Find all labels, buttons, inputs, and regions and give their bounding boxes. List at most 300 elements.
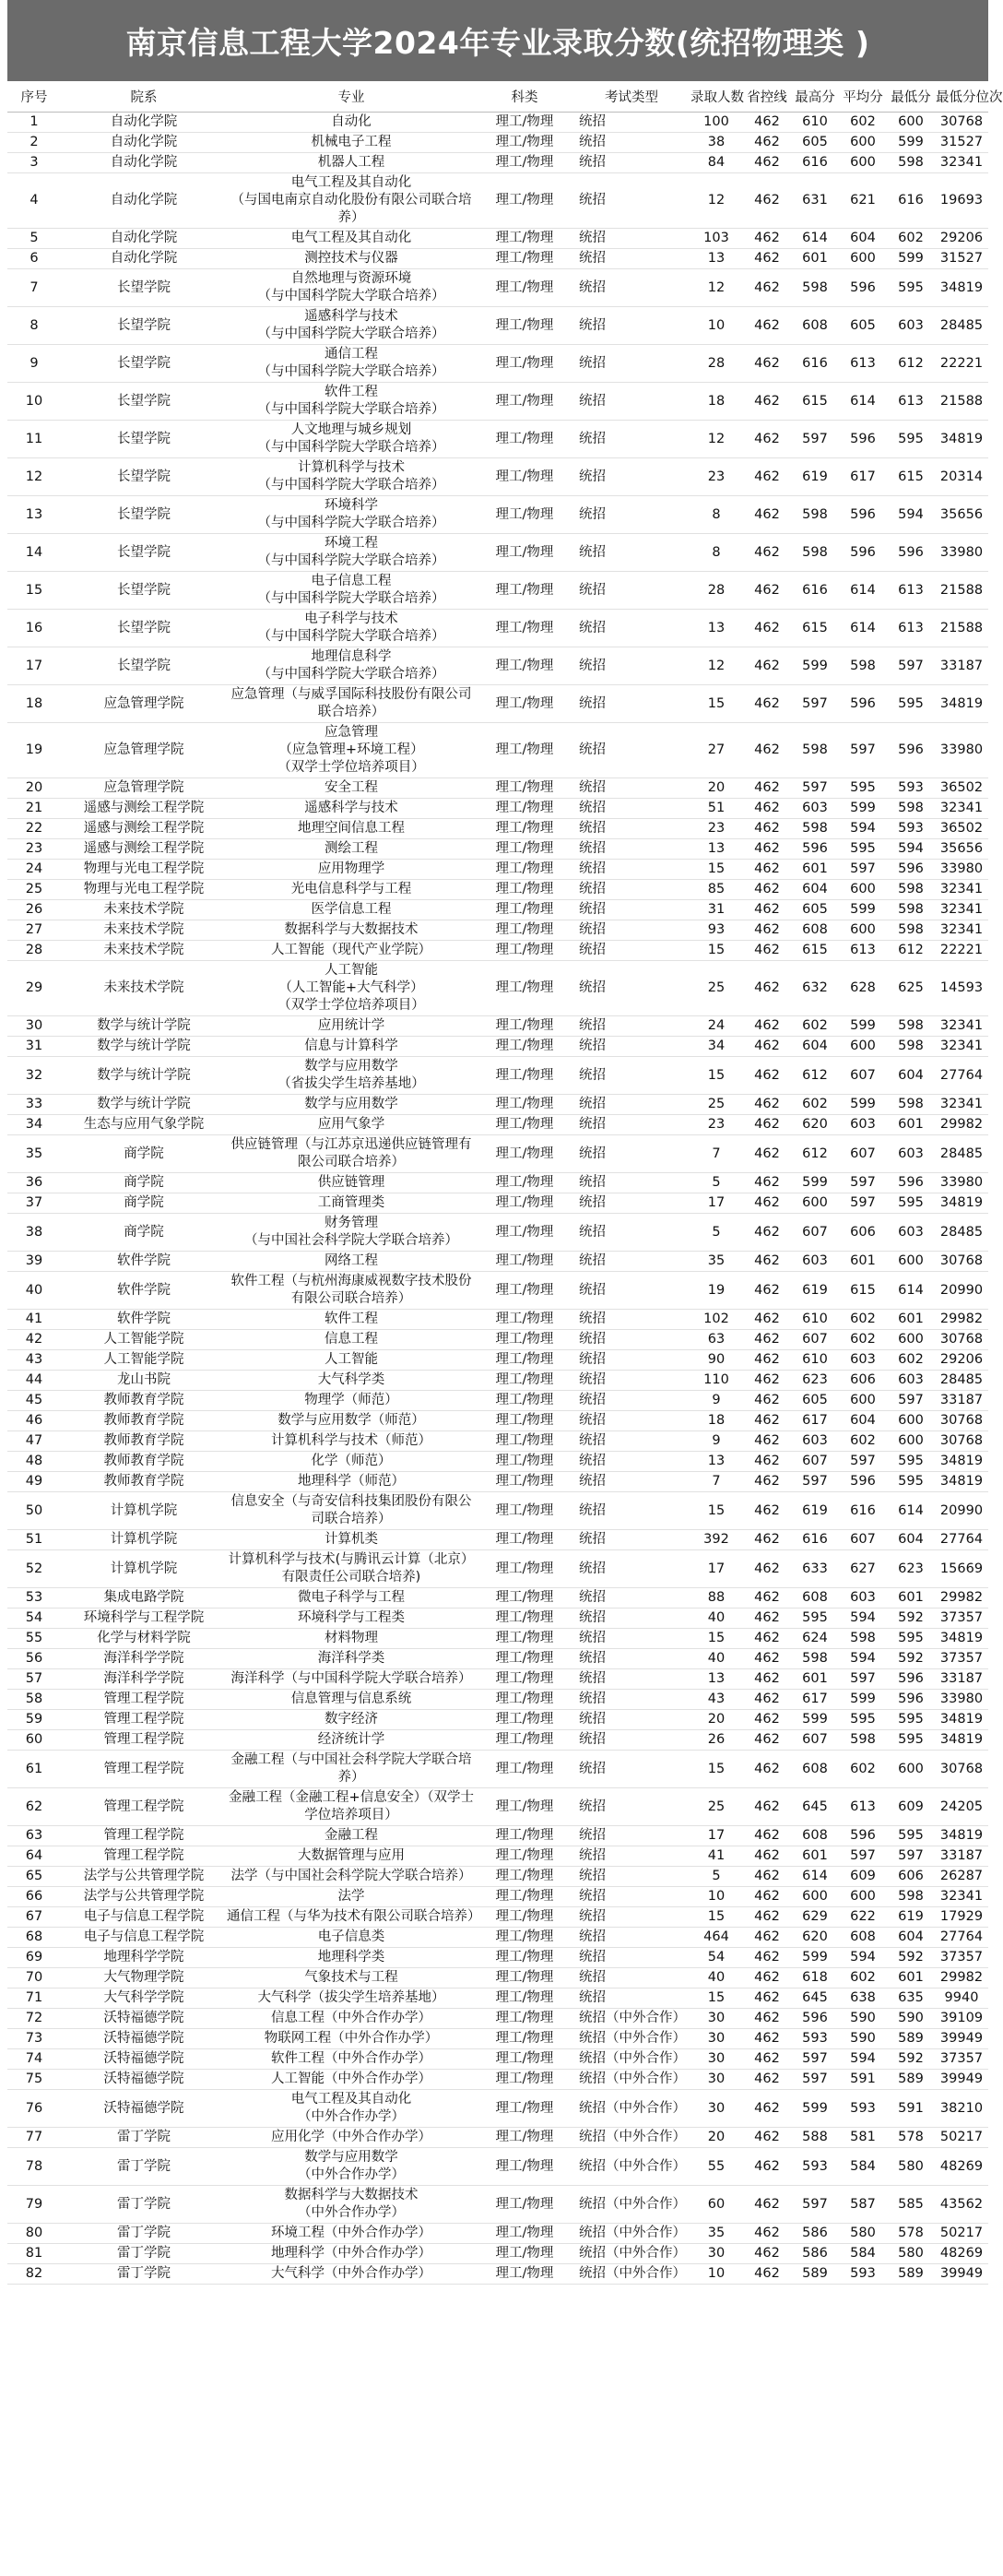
cell-max-score: 598 bbox=[791, 819, 839, 839]
cell-major: 金融工程（金融工程+信息安全）（双学士学位培养项目） bbox=[227, 1788, 476, 1826]
cell-max-score: 598 bbox=[791, 534, 839, 572]
cell-control-line: 462 bbox=[743, 572, 791, 610]
cell-major: 数学与应用数学 （省拔尖学生培养基地） bbox=[227, 1057, 476, 1095]
cell-max-score: 610 bbox=[791, 1310, 839, 1330]
table-row bbox=[7, 880, 988, 900]
cell-min-score: 606 bbox=[887, 1867, 935, 1887]
cell-enrolled: 12 bbox=[690, 421, 743, 458]
cell-index: 33 bbox=[7, 1095, 61, 1115]
cell-max-score: 601 bbox=[791, 249, 839, 269]
cell-exam-type: 统招（中外合作） bbox=[573, 2148, 690, 2186]
cell-min-score: 616 bbox=[887, 173, 935, 229]
cell-min-rank: 20314 bbox=[935, 458, 988, 496]
cell-major: 信息管理与信息系统 bbox=[227, 1690, 476, 1710]
table-header-row bbox=[7, 85, 988, 113]
cell-category: 理工/物理 bbox=[476, 941, 573, 961]
cell-control-line: 462 bbox=[743, 685, 791, 723]
cell-avg-score: 603 bbox=[839, 1350, 887, 1371]
cell-min-rank: 28485 bbox=[935, 307, 988, 345]
cell-min-rank: 26287 bbox=[935, 1867, 988, 1887]
table-row bbox=[7, 961, 988, 1016]
cell-min-score: 603 bbox=[887, 1135, 935, 1173]
cell-max-score: 599 bbox=[791, 1948, 839, 1968]
table-row bbox=[7, 1135, 988, 1173]
table-row bbox=[7, 1867, 988, 1887]
table-row bbox=[7, 1095, 988, 1115]
cell-control-line: 462 bbox=[743, 839, 791, 860]
cell-enrolled: 15 bbox=[690, 941, 743, 961]
cell-min-rank: 17929 bbox=[935, 1907, 988, 1928]
cell-min-score: 599 bbox=[887, 249, 935, 269]
cell-college: 长望学院 bbox=[61, 610, 227, 647]
cell-college: 未来技术学院 bbox=[61, 900, 227, 920]
cell-max-score: 623 bbox=[791, 1371, 839, 1391]
cell-control-line: 462 bbox=[743, 1867, 791, 1887]
table-row bbox=[7, 1710, 988, 1730]
table-row bbox=[7, 900, 988, 920]
cell-min-score: 596 bbox=[887, 534, 935, 572]
cell-control-line: 462 bbox=[743, 880, 791, 900]
cell-category: 理工/物理 bbox=[476, 647, 573, 685]
cell-avg-score: 581 bbox=[839, 2128, 887, 2148]
cell-major: 电子科学与技术 （与中国科学院大学联合培养） bbox=[227, 610, 476, 647]
cell-avg-score: 599 bbox=[839, 900, 887, 920]
cell-exam-type: 统招 bbox=[573, 1609, 690, 1629]
cell-exam-type: 统招 bbox=[573, 345, 690, 383]
cell-avg-score: 593 bbox=[839, 2090, 887, 2128]
cell-min-score: 598 bbox=[887, 153, 935, 173]
cell-min-rank: 28485 bbox=[935, 1371, 988, 1391]
cell-college: 长望学院 bbox=[61, 647, 227, 685]
cell-college: 电子与信息工程学院 bbox=[61, 1928, 227, 1948]
cell-control-line: 462 bbox=[743, 2128, 791, 2148]
cell-category: 理工/物理 bbox=[476, 1846, 573, 1867]
cell-college: 电子与信息工程学院 bbox=[61, 1907, 227, 1928]
cell-major: 法学（与中国社会科学院大学联合培养） bbox=[227, 1867, 476, 1887]
cell-max-score: 597 bbox=[791, 421, 839, 458]
cell-enrolled: 15 bbox=[690, 1751, 743, 1788]
cell-min-score: 635 bbox=[887, 1988, 935, 2009]
cell-exam-type: 统招 bbox=[573, 1788, 690, 1826]
table-row bbox=[7, 1629, 988, 1649]
cell-min-rank: 36502 bbox=[935, 778, 988, 799]
cell-college: 法学与公共管理学院 bbox=[61, 1867, 227, 1887]
cell-index: 17 bbox=[7, 647, 61, 685]
cell-index: 18 bbox=[7, 685, 61, 723]
cell-major: 应用化学（中外合作办学） bbox=[227, 2128, 476, 2148]
cell-avg-score: 600 bbox=[839, 153, 887, 173]
cell-min-rank: 39109 bbox=[935, 2009, 988, 2029]
cell-category: 理工/物理 bbox=[476, 2009, 573, 2029]
cell-min-score: 613 bbox=[887, 383, 935, 421]
cell-index: 62 bbox=[7, 1788, 61, 1826]
cell-min-rank: 33980 bbox=[935, 1690, 988, 1710]
cell-index: 61 bbox=[7, 1751, 61, 1788]
cell-control-line: 462 bbox=[743, 173, 791, 229]
cell-min-rank: 32341 bbox=[935, 1095, 988, 1115]
cell-min-rank: 37357 bbox=[935, 1948, 988, 1968]
cell-index: 19 bbox=[7, 723, 61, 778]
cell-min-rank: 39949 bbox=[935, 2264, 988, 2285]
cell-index: 7 bbox=[7, 269, 61, 307]
table-row bbox=[7, 1907, 988, 1928]
cell-major: 大气科学（拔尖学生培养基地） bbox=[227, 1988, 476, 2009]
cell-exam-type: 统招 bbox=[573, 1095, 690, 1115]
cell-major: 地理信息科学 （与中国科学院大学联合培养） bbox=[227, 647, 476, 685]
cell-exam-type: 统招 bbox=[573, 249, 690, 269]
cell-avg-score: 596 bbox=[839, 269, 887, 307]
cell-control-line: 462 bbox=[743, 1730, 791, 1751]
cell-avg-score: 614 bbox=[839, 610, 887, 647]
table-row bbox=[7, 1330, 988, 1350]
cell-control-line: 462 bbox=[743, 496, 791, 534]
cell-college: 教师教育学院 bbox=[61, 1452, 227, 1472]
cell-avg-score: 596 bbox=[839, 421, 887, 458]
cell-college: 长望学院 bbox=[61, 572, 227, 610]
cell-control-line: 462 bbox=[743, 1193, 791, 1214]
cell-exam-type: 统招 bbox=[573, 1730, 690, 1751]
cell-enrolled: 20 bbox=[690, 1710, 743, 1730]
cell-index: 42 bbox=[7, 1330, 61, 1350]
cell-category: 理工/物理 bbox=[476, 307, 573, 345]
cell-index: 14 bbox=[7, 534, 61, 572]
cell-index: 52 bbox=[7, 1550, 61, 1588]
cell-index: 48 bbox=[7, 1452, 61, 1472]
cell-max-score: 598 bbox=[791, 1649, 839, 1669]
cell-enrolled: 38 bbox=[690, 133, 743, 153]
cell-avg-score: 600 bbox=[839, 920, 887, 941]
table-row bbox=[7, 1588, 988, 1609]
cell-max-score: 610 bbox=[791, 1350, 839, 1371]
cell-min-rank: 32341 bbox=[935, 1887, 988, 1907]
cell-enrolled: 7 bbox=[690, 1472, 743, 1492]
cell-max-score: 616 bbox=[791, 345, 839, 383]
cell-avg-score: 597 bbox=[839, 1452, 887, 1472]
cell-major: 电子信息类 bbox=[227, 1928, 476, 1948]
cell-min-rank: 21588 bbox=[935, 572, 988, 610]
cell-college: 沃特福德学院 bbox=[61, 2070, 227, 2090]
cell-max-score: 645 bbox=[791, 1988, 839, 2009]
cell-control-line: 462 bbox=[743, 2090, 791, 2128]
cell-min-rank: 33980 bbox=[935, 534, 988, 572]
cell-max-score: 593 bbox=[791, 2029, 839, 2049]
cell-college: 龙山书院 bbox=[61, 1371, 227, 1391]
cell-category: 理工/物理 bbox=[476, 1988, 573, 2009]
cell-avg-score: 600 bbox=[839, 1037, 887, 1057]
cell-index: 36 bbox=[7, 1173, 61, 1193]
cell-category: 理工/物理 bbox=[476, 534, 573, 572]
cell-index: 12 bbox=[7, 458, 61, 496]
cell-control-line: 462 bbox=[743, 534, 791, 572]
table-row bbox=[7, 1214, 988, 1252]
cell-category: 理工/物理 bbox=[476, 2244, 573, 2264]
cell-min-rank: 31527 bbox=[935, 249, 988, 269]
cell-major: 电子信息工程 （与中国科学院大学联合培养） bbox=[227, 572, 476, 610]
cell-major: 气象技术与工程 bbox=[227, 1968, 476, 1988]
cell-control-line: 462 bbox=[743, 1173, 791, 1193]
cell-max-score: 597 bbox=[791, 2070, 839, 2090]
cell-major: 地理科学（师范） bbox=[227, 1472, 476, 1492]
cell-enrolled: 15 bbox=[690, 685, 743, 723]
cell-major: 环境工程 （与中国科学院大学联合培养） bbox=[227, 534, 476, 572]
cell-max-score: 631 bbox=[791, 173, 839, 229]
table-row bbox=[7, 534, 988, 572]
cell-min-rank: 34819 bbox=[935, 1472, 988, 1492]
cell-max-score: 601 bbox=[791, 860, 839, 880]
cell-major: 通信工程（与华为技术有限公司联合培养） bbox=[227, 1907, 476, 1928]
cell-index: 59 bbox=[7, 1710, 61, 1730]
cell-control-line: 462 bbox=[743, 1669, 791, 1690]
cell-min-score: 597 bbox=[887, 1391, 935, 1411]
cell-index: 35 bbox=[7, 1135, 61, 1173]
cell-index: 68 bbox=[7, 1928, 61, 1948]
table-row bbox=[7, 1391, 988, 1411]
cell-enrolled: 13 bbox=[690, 1669, 743, 1690]
cell-college: 雷丁学院 bbox=[61, 2224, 227, 2244]
cell-category: 理工/物理 bbox=[476, 1391, 573, 1411]
cell-min-score: 595 bbox=[887, 269, 935, 307]
cell-min-score: 592 bbox=[887, 1609, 935, 1629]
cell-min-score: 609 bbox=[887, 1788, 935, 1826]
cell-category: 理工/物理 bbox=[476, 1252, 573, 1272]
table-row bbox=[7, 1472, 988, 1492]
cell-min-score: 596 bbox=[887, 1669, 935, 1690]
cell-min-score: 597 bbox=[887, 1846, 935, 1867]
cell-major: 数据科学与大数据技术 bbox=[227, 920, 476, 941]
cell-index: 20 bbox=[7, 778, 61, 799]
cell-major: 信息工程（中外合作办学） bbox=[227, 2009, 476, 2029]
cell-category: 理工/物理 bbox=[476, 113, 573, 133]
cell-index: 9 bbox=[7, 345, 61, 383]
table-row bbox=[7, 1530, 988, 1550]
cell-college: 长望学院 bbox=[61, 496, 227, 534]
cell-major: 物联网工程（中外合作办学） bbox=[227, 2029, 476, 2049]
cell-index: 76 bbox=[7, 2090, 61, 2128]
cell-avg-score: 594 bbox=[839, 1609, 887, 1629]
cell-category: 理工/物理 bbox=[476, 1135, 573, 1173]
cell-college: 计算机学院 bbox=[61, 1492, 227, 1530]
table-row bbox=[7, 1310, 988, 1330]
cell-exam-type: 统招 bbox=[573, 1629, 690, 1649]
cell-college: 雷丁学院 bbox=[61, 2128, 227, 2148]
cell-min-rank: 36502 bbox=[935, 819, 988, 839]
cell-max-score: 604 bbox=[791, 1037, 839, 1057]
cell-control-line: 462 bbox=[743, 383, 791, 421]
cell-index: 2 bbox=[7, 133, 61, 153]
cell-control-line: 462 bbox=[743, 249, 791, 269]
cell-index: 40 bbox=[7, 1272, 61, 1310]
cell-exam-type: 统招 bbox=[573, 880, 690, 900]
table-row bbox=[7, 1826, 988, 1846]
cell-enrolled: 23 bbox=[690, 1115, 743, 1135]
cell-min-rank: 33187 bbox=[935, 1669, 988, 1690]
cell-exam-type: 统招 bbox=[573, 113, 690, 133]
cell-max-score: 599 bbox=[791, 647, 839, 685]
cell-control-line: 462 bbox=[743, 1751, 791, 1788]
cell-min-score: 595 bbox=[887, 1629, 935, 1649]
table-row bbox=[7, 1948, 988, 1968]
cell-control-line: 462 bbox=[743, 421, 791, 458]
cell-max-score: 619 bbox=[791, 1492, 839, 1530]
table-row bbox=[7, 1550, 988, 1588]
cell-control-line: 462 bbox=[743, 1095, 791, 1115]
cell-min-score: 580 bbox=[887, 2148, 935, 2186]
cell-index: 1 bbox=[7, 113, 61, 133]
table-row bbox=[7, 1411, 988, 1431]
table-row bbox=[7, 920, 988, 941]
table-row bbox=[7, 1669, 988, 1690]
cell-major: 遥感科学与技术 （与中国科学院大学联合培养） bbox=[227, 307, 476, 345]
cell-control-line: 462 bbox=[743, 1016, 791, 1037]
cell-control-line: 462 bbox=[743, 1588, 791, 1609]
cell-major: 机械电子工程 bbox=[227, 133, 476, 153]
table-row bbox=[7, 1968, 988, 1988]
cell-min-score: 612 bbox=[887, 941, 935, 961]
cell-college: 长望学院 bbox=[61, 458, 227, 496]
cell-exam-type: 统招 bbox=[573, 1550, 690, 1588]
table-row bbox=[7, 113, 988, 133]
cell-college: 计算机学院 bbox=[61, 1530, 227, 1550]
cell-min-score: 597 bbox=[887, 647, 935, 685]
cell-enrolled: 25 bbox=[690, 1788, 743, 1826]
header-major: 专业 bbox=[227, 85, 476, 113]
cell-avg-score: 587 bbox=[839, 2186, 887, 2224]
cell-min-score: 595 bbox=[887, 1826, 935, 1846]
cell-control-line: 462 bbox=[743, 900, 791, 920]
cell-index: 37 bbox=[7, 1193, 61, 1214]
cell-index: 53 bbox=[7, 1588, 61, 1609]
cell-exam-type: 统招 bbox=[573, 1968, 690, 1988]
cell-min-score: 595 bbox=[887, 1452, 935, 1472]
cell-avg-score: 616 bbox=[839, 1492, 887, 1530]
cell-max-score: 620 bbox=[791, 1115, 839, 1135]
cell-index: 21 bbox=[7, 799, 61, 819]
cell-enrolled: 28 bbox=[690, 572, 743, 610]
cell-control-line: 462 bbox=[743, 1928, 791, 1948]
cell-min-score: 613 bbox=[887, 572, 935, 610]
table-row bbox=[7, 383, 988, 421]
cell-index: 56 bbox=[7, 1649, 61, 1669]
cell-min-score: 596 bbox=[887, 860, 935, 880]
cell-enrolled: 24 bbox=[690, 1016, 743, 1037]
cell-major: 软件工程（中外合作办学） bbox=[227, 2049, 476, 2070]
cell-college: 地理科学学院 bbox=[61, 1948, 227, 1968]
cell-college: 管理工程学院 bbox=[61, 1751, 227, 1788]
cell-min-rank: 50217 bbox=[935, 2128, 988, 2148]
cell-min-rank: 14593 bbox=[935, 961, 988, 1016]
cell-enrolled: 464 bbox=[690, 1928, 743, 1948]
cell-exam-type: 统招 bbox=[573, 1710, 690, 1730]
cell-min-score: 595 bbox=[887, 1730, 935, 1751]
cell-major: 遥感科学与技术 bbox=[227, 799, 476, 819]
cell-min-score: 598 bbox=[887, 1016, 935, 1037]
header-min-score: 最低分 bbox=[887, 85, 935, 113]
cell-min-score: 595 bbox=[887, 685, 935, 723]
cell-category: 理工/物理 bbox=[476, 778, 573, 799]
cell-index: 73 bbox=[7, 2029, 61, 2049]
cell-exam-type: 统招 bbox=[573, 1135, 690, 1173]
cell-college: 管理工程学院 bbox=[61, 1730, 227, 1751]
cell-major: 经济统计学 bbox=[227, 1730, 476, 1751]
cell-avg-score: 628 bbox=[839, 961, 887, 1016]
cell-exam-type: 统招 bbox=[573, 1907, 690, 1928]
cell-enrolled: 31 bbox=[690, 900, 743, 920]
cell-avg-score: 596 bbox=[839, 534, 887, 572]
cell-min-score: 600 bbox=[887, 1431, 935, 1452]
cell-min-score: 590 bbox=[887, 2009, 935, 2029]
cell-college: 遥感与测绘工程学院 bbox=[61, 839, 227, 860]
cell-exam-type: 统招 bbox=[573, 1173, 690, 1193]
cell-control-line: 462 bbox=[743, 2186, 791, 2224]
table-row bbox=[7, 941, 988, 961]
cell-major: 工商管理类 bbox=[227, 1193, 476, 1214]
cell-min-score: 599 bbox=[887, 133, 935, 153]
cell-avg-score: 596 bbox=[839, 1826, 887, 1846]
cell-exam-type: 统招（中外合作） bbox=[573, 2224, 690, 2244]
cell-exam-type: 统招 bbox=[573, 900, 690, 920]
cell-enrolled: 40 bbox=[690, 1649, 743, 1669]
cell-max-score: 596 bbox=[791, 2009, 839, 2029]
cell-min-score: 591 bbox=[887, 2090, 935, 2128]
cell-avg-score: 603 bbox=[839, 1588, 887, 1609]
cell-college: 长望学院 bbox=[61, 421, 227, 458]
cell-exam-type: 统招 bbox=[573, 1016, 690, 1037]
header-control-line: 省控线 bbox=[743, 85, 791, 113]
cell-control-line: 462 bbox=[743, 229, 791, 249]
table-row bbox=[7, 1846, 988, 1867]
cell-major: 人文地理与城乡规划 （与中国科学院大学联合培养） bbox=[227, 421, 476, 458]
cell-enrolled: 54 bbox=[690, 1948, 743, 1968]
cell-index: 54 bbox=[7, 1609, 61, 1629]
cell-control-line: 462 bbox=[743, 2148, 791, 2186]
cell-min-score: 600 bbox=[887, 113, 935, 133]
cell-index: 38 bbox=[7, 1214, 61, 1252]
table-row bbox=[7, 572, 988, 610]
cell-avg-score: 590 bbox=[839, 2009, 887, 2029]
cell-major: 数字经济 bbox=[227, 1710, 476, 1730]
cell-college: 数学与统计学院 bbox=[61, 1037, 227, 1057]
cell-exam-type: 统招 bbox=[573, 1214, 690, 1252]
cell-min-score: 598 bbox=[887, 1037, 935, 1057]
cell-category: 理工/物理 bbox=[476, 2186, 573, 2224]
cell-college: 海洋科学学院 bbox=[61, 1669, 227, 1690]
cell-min-rank: 29982 bbox=[935, 1115, 988, 1135]
cell-min-rank: 33980 bbox=[935, 1173, 988, 1193]
cell-enrolled: 84 bbox=[690, 153, 743, 173]
cell-exam-type: 统招 bbox=[573, 647, 690, 685]
cell-control-line: 462 bbox=[743, 1350, 791, 1371]
cell-enrolled: 23 bbox=[690, 458, 743, 496]
cell-index: 10 bbox=[7, 383, 61, 421]
cell-avg-score: 602 bbox=[839, 1310, 887, 1330]
cell-index: 25 bbox=[7, 880, 61, 900]
cell-exam-type: 统招 bbox=[573, 173, 690, 229]
cell-exam-type: 统招（中外合作） bbox=[573, 2009, 690, 2029]
cell-max-score: 616 bbox=[791, 1530, 839, 1550]
cell-min-rank: 22221 bbox=[935, 941, 988, 961]
cell-exam-type: 统招 bbox=[573, 1867, 690, 1887]
cell-min-score: 580 bbox=[887, 2244, 935, 2264]
cell-min-score: 600 bbox=[887, 1252, 935, 1272]
cell-avg-score: 606 bbox=[839, 1371, 887, 1391]
cell-control-line: 462 bbox=[743, 941, 791, 961]
cell-college: 大气科学学院 bbox=[61, 1988, 227, 2009]
cell-control-line: 462 bbox=[743, 778, 791, 799]
cell-avg-score: 598 bbox=[839, 647, 887, 685]
cell-index: 71 bbox=[7, 1988, 61, 2009]
cell-control-line: 462 bbox=[743, 1115, 791, 1135]
cell-min-score: 595 bbox=[887, 1710, 935, 1730]
